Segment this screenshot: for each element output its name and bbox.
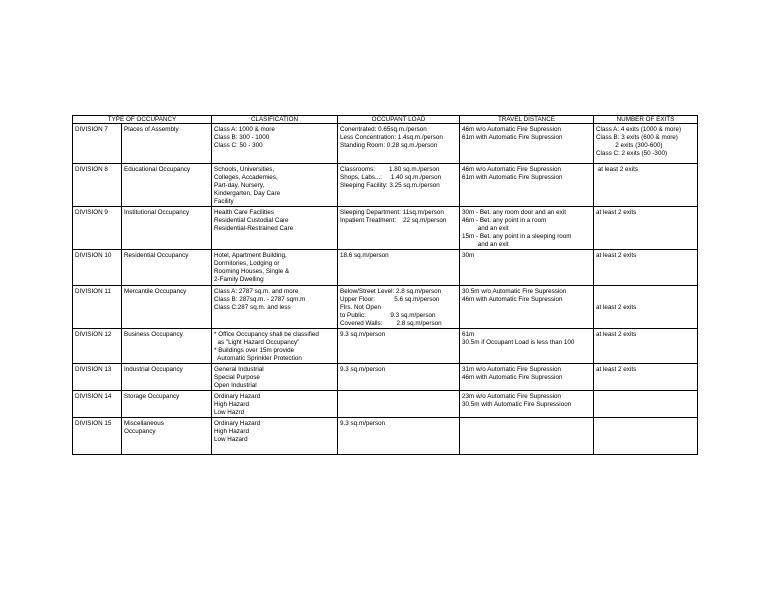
classification-cell: * Office Occupancy shall be classified as "Light Hazard Occupancy" * Buildings over 15m provide Automatic Sprinkler Protection	[212, 329, 338, 364]
table-row	[73, 286, 698, 329]
travel-distance-cell: 23m w/o Automatic Fire Supression 30.5m with Automatic Fire Supressioon	[460, 391, 594, 418]
number-of-exits-cell: at least 2 exits	[594, 364, 698, 391]
number-of-exits-cell	[594, 418, 698, 455]
occupant-load-cell: 9.3 sq.m/person	[338, 329, 460, 364]
table-row	[73, 329, 698, 364]
occupancy-type-cell: Business Occupancy	[122, 329, 212, 364]
number-of-exits-cell: Class A: 4 exits (1000 & more) Class B: 3 exits (600 & more) 2 exits (300-600) Class C: 2 exits (50 -300)	[594, 124, 698, 164]
classification-cell: Ordinary Hazard High Hazard Low Hazrd	[212, 391, 338, 418]
number-of-exits-cell: at least 2 exits	[594, 250, 698, 286]
occupancy-type-cell: Miscellaneous Occupancy	[122, 418, 212, 455]
table-row	[73, 164, 698, 207]
table-row	[73, 124, 698, 164]
division-cell: DIVISION 13	[73, 364, 122, 391]
classification-cell: General Industrial Special Purpose Open Industrial	[212, 364, 338, 391]
classification-cell: Ordinary Hazard High Hazard Low Hazard	[212, 418, 338, 455]
division-cell: DIVISION 11	[73, 286, 122, 329]
travel-distance-cell: 31m w/o Automatic Fire Supression 46m with Automatic Fire Supression	[460, 364, 594, 391]
occupancy-type-cell: Industrial Occupancy	[122, 364, 212, 391]
classification-cell: Health Care Facilities Residential Custodial Care Residential-Restrained Care	[212, 207, 338, 250]
header-clasification: CLASIFICATION	[212, 116, 338, 124]
occupancy-table	[72, 115, 698, 455]
occupant-load-cell: Below/Street Level: 2.8 sq.m/person Upper Floor: 5.6 sq.m/person Flrs. Not Open to Public: 9.3 sq.m/person Covered Walls: 2.8 sq.m/person	[338, 286, 460, 329]
header-number-of-exits: NUMBER OF EXITS	[594, 116, 698, 124]
number-of-exits-cell: at least 2 exits	[594, 207, 698, 250]
occupant-load-cell: 9.3 sq.m/person	[338, 418, 460, 455]
division-cell: DIVISION 8	[73, 164, 122, 207]
document-page	[72, 115, 697, 455]
travel-distance-cell: 30.5m w/o Automatic Fire Supression 46m with Automatic Fire Supression	[460, 286, 594, 329]
division-cell: DIVISION 7	[73, 124, 122, 164]
division-cell: DIVISION 14	[73, 391, 122, 418]
occupancy-type-cell: Residential Occupancy	[122, 250, 212, 286]
travel-distance-cell: 46m w/o Automatic Fire Supression 61m with Automatic Fire Supression	[460, 164, 594, 207]
occupant-load-cell: Conentrated: 0.65sq.m./person Less Concentration: 1.4sq.m./person Standing Room: 0.28 sq.m./person	[338, 124, 460, 164]
header-type-of-occupancy: TYPE OF OCCUPANCY	[73, 116, 212, 124]
number-of-exits-cell	[594, 391, 698, 418]
number-of-exits-cell: at least 2 exits	[594, 164, 698, 207]
table-header-row	[73, 116, 698, 124]
occupancy-type-cell: Places of Assembly	[122, 124, 212, 164]
occupancy-type-cell: Educational Occupancy	[122, 164, 212, 207]
classification-cell: Hotel, Apartment Building, Dormitories, Lodging or Rooming Houses, Single & 2-Family Dwelling	[212, 250, 338, 286]
classification-cell: Schools, Universities, Colleges, Accademies, Part-day, Nursery, Kindergarten, Day Care Facility	[212, 164, 338, 207]
occupant-load-cell: 9.3 sq.m/person	[338, 364, 460, 391]
occupancy-type-cell: Storage Occupancy	[122, 391, 212, 418]
number-of-exits-cell: at least 2 exits	[594, 286, 698, 329]
travel-distance-cell: 46m w/o Automatic Fire Supression 61m with Automatic Fire Supression	[460, 124, 594, 164]
table-row	[73, 207, 698, 250]
occupant-load-cell: 18.6 sq.m/person	[338, 250, 460, 286]
occupant-load-cell: Sleeping Department: 11sq.m/person Inpatient Treatment: 22 sq.m/person	[338, 207, 460, 250]
travel-distance-cell	[460, 418, 594, 455]
classification-cell: Class A: 2787 sq.m. and more Class B: 287sq.m. - 2787 sqm.m Class C:287 sq.m. and less	[212, 286, 338, 329]
travel-distance-cell: 30m - Bet. any room door and an exit 46m - Bet. any point in a room and an exit 15m - Bet. any point in a sleeping room and an exit	[460, 207, 594, 250]
header-travel-distance: TRAVEL DISTANCE	[460, 116, 594, 124]
table-row	[73, 418, 698, 455]
travel-distance-cell: 61m 30.5m if Occupant Load is less than 100	[460, 329, 594, 364]
table-row	[73, 250, 698, 286]
classification-cell: Class A: 1000 & more Class B: 300 - 1000 Class C: 50 - 300	[212, 124, 338, 164]
division-cell: DIVISION 15	[73, 418, 122, 455]
division-cell: DIVISION 10	[73, 250, 122, 286]
table-row	[73, 391, 698, 418]
occupancy-type-cell: Mercantile Occupancy	[122, 286, 212, 329]
division-cell: DIVISION 12	[73, 329, 122, 364]
occupancy-type-cell: Institutional Occupancy	[122, 207, 212, 250]
occupant-load-cell	[338, 391, 460, 418]
number-of-exits-cell: at least 2 exits	[594, 329, 698, 364]
travel-distance-cell: 30m	[460, 250, 594, 286]
occupant-load-cell: Classrooms: 1.80 sq.m./person Shops, Labs...: 1.40 sq.m./person Sleeping Facility: 3.25 sq.m./person	[338, 164, 460, 207]
header-occupant-load: OCCUPANT LOAD	[338, 116, 460, 124]
division-cell: DIVISION 9	[73, 207, 122, 250]
table-row	[73, 364, 698, 391]
